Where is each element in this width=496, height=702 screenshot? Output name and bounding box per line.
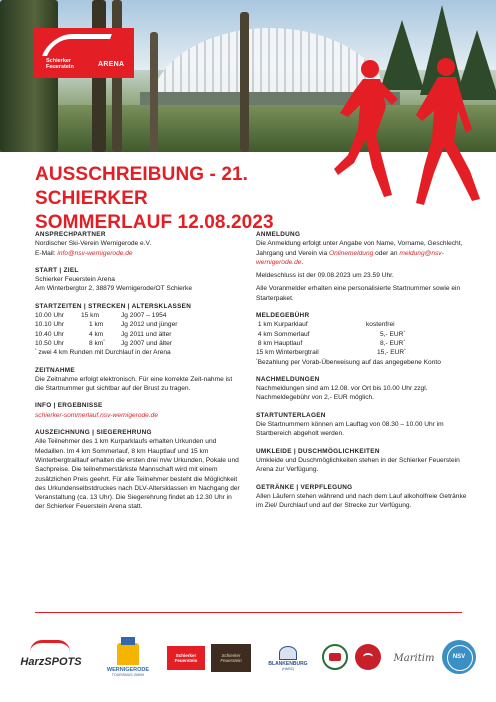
results-link[interactable]: schierker-sommerlauf.nsv-wernigerode.de	[35, 411, 159, 419]
sponsor-wernigerode-sub: TOURISMUS GMBH	[111, 673, 145, 677]
footnote-star: *	[103, 337, 105, 343]
section-drinks	[256, 483, 471, 511]
fee-price: 15,- EUR	[377, 349, 405, 357]
footnote-star: *	[35, 347, 37, 353]
schedule-class: Jg 2011 und älter	[121, 330, 172, 338]
section-start	[35, 266, 240, 294]
late-text: Nachmeldungen sind am 12.08. vor Ort bis 10.00 Uhr zzgl. Nachmeldegebühr von 2,- EUR möglich.	[256, 385, 428, 402]
section-heading: ANMELDUNG	[256, 231, 301, 238]
registration-text-start: Die Anmeldung erfolgt unter Angabe von Name, Vorname, Geschlecht, Jahrgang und Verein via	[256, 240, 463, 257]
fee-row	[256, 348, 471, 357]
sponsor-wernigerode-text: WERNIGERODE	[106, 667, 150, 673]
section-contact	[35, 230, 240, 258]
fee-price: 5,- EUR	[380, 330, 404, 338]
sponsor-script-text: Maritim	[393, 652, 435, 664]
section-schedule	[35, 302, 240, 358]
online-registration-link[interactable]: Onlinemeldung	[328, 249, 374, 257]
schedule-distance: 8 km	[89, 339, 104, 347]
sponsor-nsv-text: NSV	[452, 654, 466, 660]
email-link[interactable]: info@nsv-wernigerode.de	[57, 249, 133, 257]
sponsor-round-logo[interactable]	[322, 644, 348, 670]
fee-price: 8,- EUR	[380, 339, 404, 347]
schedule-distance: 1 km	[89, 321, 104, 329]
section-heading: STARTUNTERLAGEN	[256, 411, 326, 419]
sponsor-nsv-logo[interactable]	[442, 640, 476, 674]
sponsor-blankenburg-logo[interactable]	[258, 640, 318, 676]
schedule-time: 10.50 Uhr	[35, 339, 64, 347]
section-timing	[35, 366, 240, 394]
documents-text: Die Startnummern können am Lauftag von 08.30 – 10.00 Uhr im Startbereich abgeholt werden.	[256, 421, 444, 438]
registration-number-note: Alle Voranmelder erhalten eine personalisierte Startnummer sowie ein Starterpaket.	[256, 285, 461, 302]
section-heading: NACHMELDUNGEN	[256, 375, 320, 383]
fee-row	[256, 330, 471, 339]
section-heading: GETRÄNKE | VERPFLEGUNG	[256, 483, 353, 491]
schedule-footnote-line	[35, 348, 240, 357]
sponsor-schierker-text: Schierker Feuerstein	[174, 653, 198, 663]
sponsor-script-logo[interactable]	[388, 646, 440, 670]
schedule-time: 10.10 Uhr	[35, 321, 64, 329]
schedule-row	[35, 330, 240, 339]
section-info	[35, 401, 240, 420]
fee-name: 8 km Hauptlauf	[256, 339, 303, 347]
registration-text-mid: oder an	[373, 249, 400, 257]
left-column	[35, 230, 240, 520]
schedule-distance: 15 km	[81, 312, 99, 320]
contact-email-line	[35, 249, 240, 258]
schedule-time: 10.40 Uhr	[35, 330, 64, 338]
fee-name: 1 km Kurparklauf	[256, 321, 308, 329]
tree-trunk	[240, 12, 249, 152]
registration-text	[256, 239, 471, 267]
schedule-footnote: zwei 4 km Runden mit Durchlauf in der Arena	[38, 349, 171, 357]
section-heading: ZEITNAHME	[35, 366, 75, 374]
castle-icon	[117, 643, 139, 665]
footnote-star: *	[403, 328, 406, 334]
section-late	[256, 375, 471, 403]
fees-footnote-line	[256, 358, 471, 367]
fee-row	[256, 320, 471, 329]
section-heading: MELDEGEBÜHR	[256, 312, 310, 320]
fee-name: 15 km Winterbergtrail	[256, 349, 319, 357]
footnote-star: *	[403, 337, 406, 343]
harz-mountain-icon	[30, 640, 70, 652]
title-line1: AUSSCHREIBUNG - 21. SCHIERKER	[35, 164, 249, 209]
logo-line1: Schierker	[46, 58, 72, 64]
schedule-row	[35, 339, 240, 348]
section-documents	[256, 411, 471, 439]
footnote-star: *	[256, 356, 258, 362]
sponsor-blankenburg-sub: (HARZ)	[282, 666, 294, 671]
schedule-class: Jg 2007 – 1954	[121, 312, 167, 320]
tree-trunk	[150, 32, 158, 152]
section-fees	[256, 311, 471, 367]
email-label: E-Mail:	[35, 249, 56, 257]
sponsor-schierker-logo[interactable]	[167, 646, 205, 670]
fees-footnote: Bezahlung per Vorab-Überweisung auf das angegebene Konto	[257, 358, 441, 366]
registration-deadline: Meldeschluss ist der 09.08.2023 um 23.59 Uhr.	[256, 272, 394, 280]
changing-text: Umkleide und Duschmöglichkeiten stehen in der Schierker Feuerstein Arena zur Verfügung.	[256, 456, 460, 474]
divider-rule	[35, 612, 462, 613]
section-heading: UMKLEIDE | DUSCHMÖGLICHKEITEN	[256, 447, 380, 455]
footnote-star: *	[404, 347, 406, 353]
awards-text: Alle Teilnehmer des 1 km Kurparklaufs erhalten Urkunden und Medaillen. Im 4 km Sommerlauf, 8 km Hauptlauf und 15 km Winterbergtraillauf erhalten die ersten drei m/w Urkunden, Pokale und Sachpreise. Die teilnehmerstärkste Mannschaft wird mit einem zusätzlichen Preis geehrt. Für alle Teilnehmer besteht die Möglichkeit des Urkundenselbstdruckes nach DLV-Altersklassen im Nachgang der Veranstaltung (ca. 13 Uhr). Die Siegerehrung findet ab 12.30 Uhr in der Schierker Feuerstein Arena statt.	[35, 438, 240, 511]
start-venue: Schierker Feuerstein Arena	[35, 276, 115, 284]
fee-name: 4 km Sommerlauf	[256, 330, 310, 338]
section-heading: STARTZEITEN | STRECKEN | ALTERSKLASSEN	[35, 302, 192, 310]
fee-price: kostenfrei	[366, 321, 395, 329]
sponsor-bar	[14, 632, 484, 684]
sponsor-wernigerode-logo[interactable]	[98, 640, 158, 680]
section-heading: START | ZIEL	[35, 266, 79, 274]
start-address: Am Winterbergtor 2, 38879 Wernigerode/OT Schierke	[35, 285, 192, 293]
schedule-row	[35, 311, 240, 320]
page-title	[35, 163, 365, 235]
sponsor-feuerstein-logo[interactable]	[211, 644, 251, 672]
crown-icon	[279, 646, 297, 660]
logo-swoosh-icon	[42, 34, 112, 56]
sponsor-blankenburg-text: BLANKENBURG	[268, 660, 308, 667]
registration-email-link[interactable]: meldung@nsv-wernigerode.de	[256, 249, 444, 266]
section-heading: INFO | ERGEBNISSE	[35, 402, 103, 410]
section-awards	[35, 428, 240, 512]
sponsor-harzspots-text: HarzSPOTS	[20, 656, 82, 668]
section-changing	[256, 447, 471, 475]
logo-arena-word: ARENA	[98, 61, 125, 68]
schedule-class: Jg 2012 und jünger	[121, 321, 178, 329]
sponsor-feuerstein-text: Schierker Feuerstein	[220, 653, 242, 663]
registration-text-end: .	[301, 258, 304, 266]
schedule-row	[35, 320, 240, 329]
section-registration	[256, 230, 471, 303]
title-line2: SOMMERLAUF 12.08.2023	[35, 212, 274, 233]
contact-org: Nordischer Ski-Verein Wernigerode e.V.	[35, 240, 152, 248]
logo-line2: Feuerstein	[46, 64, 74, 70]
arena-logo	[34, 28, 134, 78]
logo-brand	[46, 58, 74, 70]
sponsor-red-badge-logo[interactable]	[355, 644, 381, 670]
fee-row	[256, 339, 471, 348]
schedule-class: Jg 2007 und älter	[121, 339, 172, 347]
timing-text: Die Zeitnahme erfolgt elektronisch. Für eine korrekte Zeit-nahme ist die Startnummer gut sichtbar auf der Brust zu tragen.	[35, 375, 233, 393]
schedule-time: 10.00 Uhr	[35, 312, 64, 320]
sponsor-harzspots-logo[interactable]	[14, 644, 88, 680]
drinks-text: Allen Läufern stehen während und nach dem Lauf alkoholfreie Getränke im Ziel/ Durchlauf und auf der Strecke zur Verfügung.	[256, 492, 467, 510]
section-heading: ANSPRECHPARTNER	[35, 231, 106, 238]
right-column	[256, 230, 471, 518]
schedule-distance: 4 km	[89, 330, 104, 338]
section-heading: AUSZEICHNUNG | SIEGEREHRUNG	[35, 429, 152, 437]
